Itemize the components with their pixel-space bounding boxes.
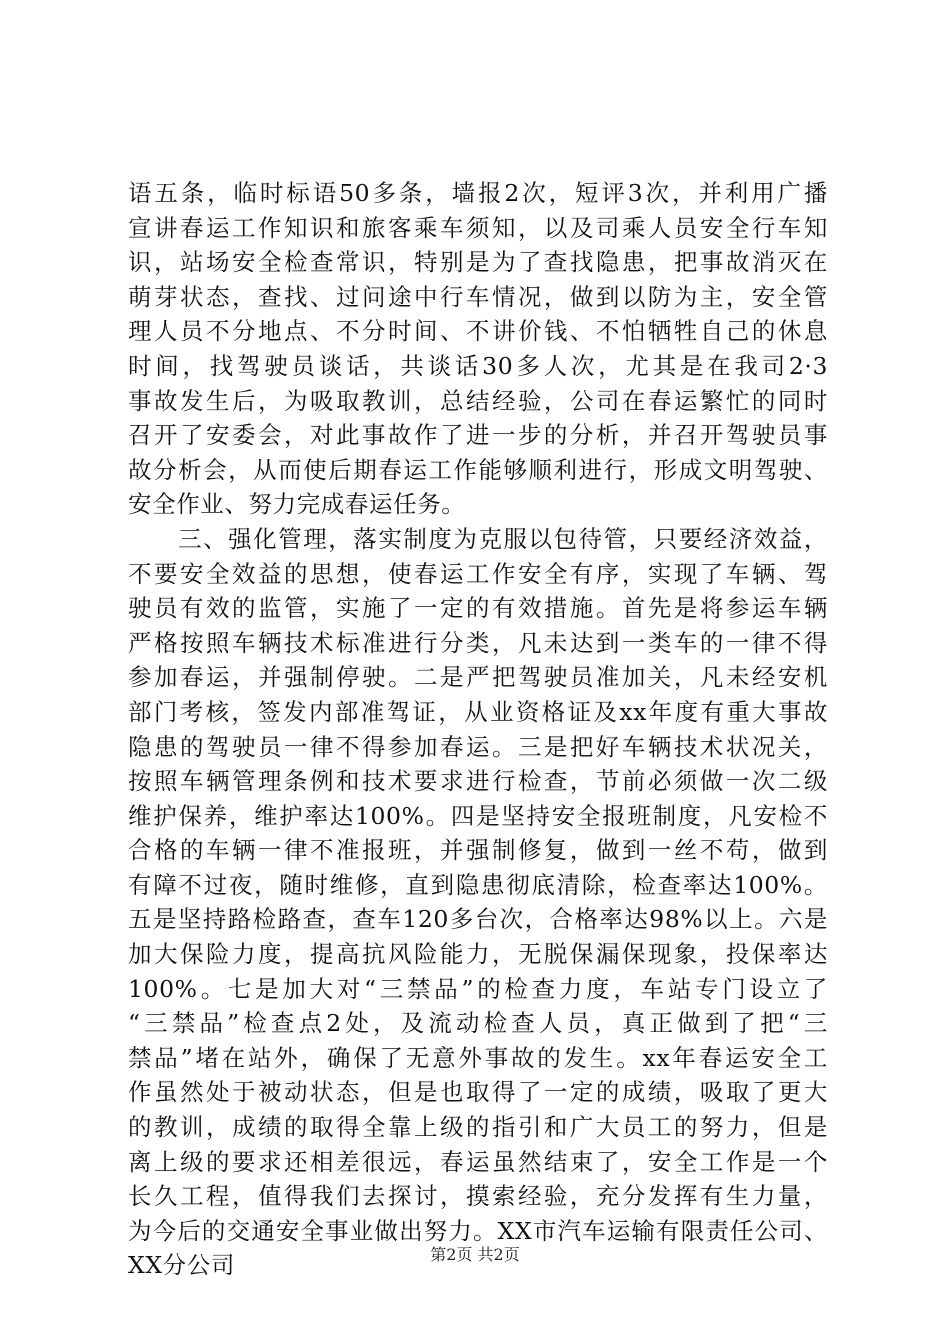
text-line: 参加春运，并强制停驶。二是严把驾驶员准加关，凡未经安机 bbox=[128, 663, 828, 692]
text-line: 五是坚持路检路查，查车120多台次，合格率达98%以上。六是 bbox=[128, 905, 828, 934]
paragraph-last-line: XX分公司 bbox=[128, 1251, 235, 1280]
text-line: 离上级的要求还相差很远，春运虽然结束了，安全工作是一个 bbox=[128, 1147, 828, 1176]
text-line: 召开了安委会，对此事故作了进一步的分析，并召开驾驶员事 bbox=[128, 421, 828, 450]
text-line: 驶员有效的监管，实施了一定的有效措施。首先是将参运车辆 bbox=[128, 594, 828, 623]
text-line: 时间，找驾驶员谈话，共谈话30多人次，尤其是在我司2·3 bbox=[128, 351, 828, 380]
text-line: 为今后的交通安全事业做出努力。XX市汽车运输有限责任公司、 bbox=[128, 1216, 828, 1245]
text-line: 的教训，成绩的取得全靠上级的指引和广大员工的努力，但是 bbox=[128, 1113, 828, 1142]
paragraph-first-line: 三、强化管理，落实制度为克服以包待管，只要经济效益， bbox=[128, 524, 828, 553]
text-line: 作虽然处于被动状态，但是也取得了一定的成绩，吸取了更大 bbox=[128, 1078, 828, 1107]
text-line: 宣讲春运工作知识和旅客乘车须知，以及司乘人员安全行车知 bbox=[128, 213, 828, 242]
text-line: 合格的车辆一律不准报班，并强制修复，做到一丝不苟，做到 bbox=[128, 836, 828, 865]
text-line: 不要安全效益的思想，使春运工作安全有序，实现了车辆、驾 bbox=[128, 559, 828, 588]
paragraph-last-line: 安全作业、努力完成春运任务。 bbox=[128, 490, 466, 519]
text-line: “三禁品”检查点2处，及流动检查人员，真正做到了把“三 bbox=[128, 1009, 828, 1038]
text-line: 故分析会，从而使后期春运工作能够顺利进行，形成文明驾驶、 bbox=[128, 455, 828, 484]
text-line: 禁品”堵在站外，确保了无意外事故的发生。xx年春运安全工 bbox=[128, 1043, 828, 1072]
text-line: 加大保险力度，提高抗风险能力，无脱保漏保现象，投保率达 bbox=[128, 940, 828, 969]
text-line: 语五条，临时标语50多条，墙报2次，短评3次，并利用广播 bbox=[128, 179, 828, 207]
text-line: 维护保养，维护率达100%。四是坚持安全报班制度，凡安检不 bbox=[128, 801, 828, 830]
text-line: 隐患的驾驶员一律不得参加春运。三是把好车辆技术状况关， bbox=[128, 732, 828, 761]
text-line: 按照车辆管理条例和技术要求进行检查，节前必须做一次二级 bbox=[128, 767, 828, 796]
body-text bbox=[128, 176, 828, 1283]
page-footer: 第2页 共2页 bbox=[430, 1245, 520, 1264]
text-line: 识，站场安全检查常识，特别是为了查找隐患，把事故消灭在 bbox=[128, 248, 828, 277]
text-line: 有障不过夜，随时维修，直到隐患彻底清除，检查率达100%。 bbox=[128, 870, 828, 899]
text-line: 严格按照车辆技术标准进行分类，凡未达到一类车的一律不得 bbox=[128, 628, 828, 657]
text-line: 100%。七是加大对“三禁品”的检查力度，车站专门设立了 bbox=[128, 974, 828, 1003]
text-line: 部门考核，签发内部准驾证，从业资格证及xx年度有重大事故 bbox=[128, 697, 828, 726]
text-line: 萌芽状态，查找、过问途中行车情况，做到以防为主，安全管 bbox=[128, 282, 828, 311]
text-line: 事故发生后，为吸取教训，总结经验，公司在春运繁忙的同时 bbox=[128, 386, 828, 415]
text-line: 长久工程，值得我们去探讨，摸索经验，充分发挥有生力量， bbox=[128, 1182, 828, 1211]
text-line: 理人员不分地点、不分时间、不讲价钱、不怕牺牲自己的休息 bbox=[128, 317, 828, 346]
